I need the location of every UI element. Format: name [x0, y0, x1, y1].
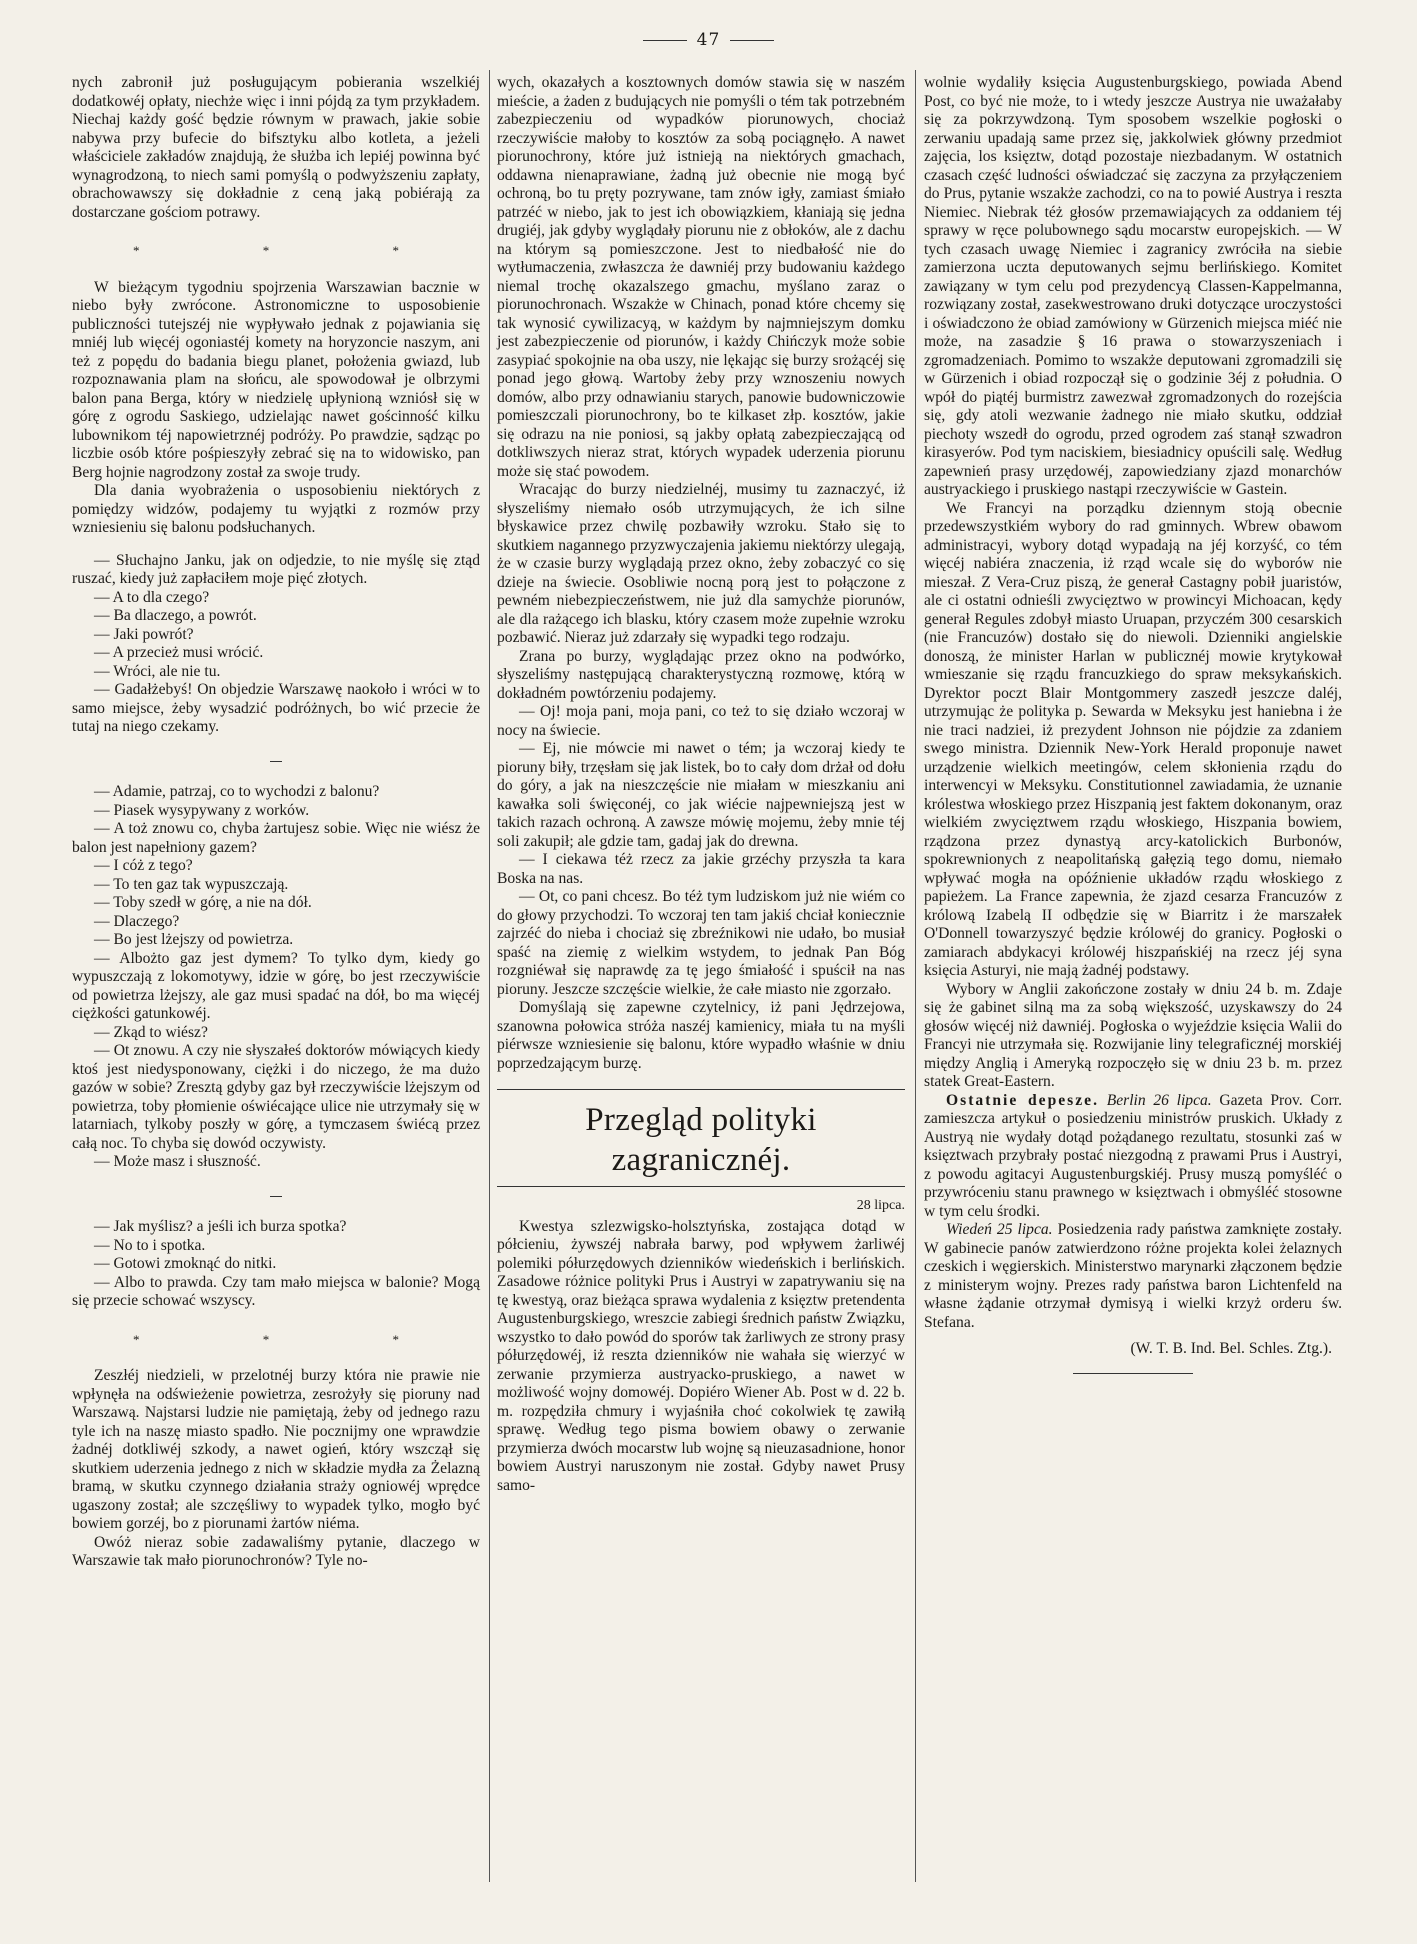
dialogue-line: — No to i spotka.: [94, 1236, 206, 1254]
dialogue-line: — Ot, co pani chcesz. Bo téż tym ludziskom już nie wiém co do głowy przychodzi. To wczoraj ten tam jakiś chciał koniecznie zajrzéć do nieba i chociaż się zbreźnikowi nie udało, bo musiał spaść na ziemię z wielkim wstydem, to jednak Pan Bóg rozgniéwał się naprawdę za tę jego śmiałość i spuścił na nas pioruny. Jeszcze szczęście wielkie, że całe miasto nie zgorzało.: [497, 888, 905, 998]
paragraph: W bieżącym tygodniu spojrzenia Warszawian bacznie w niebo były zwrócone. Astronomiczne to usposobienie publiczności tutejszéj nie wypływało jednak z pojawiania się mniéj lub więcéj ogoniastéj komety na horyzoncie naszym, ani też z popędu do badania biegu planet, położenia gwiazd, lub rozpoznawania plam na słońcu, ale spowodował je olbrzymi balon pana Berga, który w niedzielę upłynioną wzniósł się w górę z ogrodu Saskiego, udzielając nawet gościnność kilku lubownikom téj napowietrznéj podróży. Po prawdzie, sądząc po liczbie osób które pośpieszyły zebrać się na to widowisko, pan Berg hojnie nagrodzony został za swoje trudy.: [72, 278, 480, 481]
paragraph: wych, okazałych a kosztownych domów stawia się w naszém mieście, a żaden z budujących nie pomyśli o tém tak potrzebném zabezpieczeniu od wypadków piorunowych, chociaż rzeczywiście małoby to kosztów za sobą pociągnęło. A nawet piorunochrony, które już istnieją na niektórych gmachach, oddawna nienaprawiane, żadną już obecnie nie mogą być ochroną, bo tu pręty pozrywane, tam znów igły, zamiast śmiało patrzéć w niebo, jak to jest ich obowiązkiem, kłaniają się jedna drugiéj, jak gdyby wyglądały piorunu nie z obłoków, ale z dachu na którym są pomieszczone. Jest to niedbałość nie do wytłumaczenia, zwłaszcza że dawniéj przy budowaniu każdego niemal trochę okazalszego gmachu, myślano zaraz o piorunochronach. Wszakże w Chinach, ponad które chcemy się tak wynosić cywilizacyą, w każdym by najmniejszym domku jest zabezpieczenie od piorunów, i każdy Chińczyk może sobie zasypiać spokojnie na oba uszy, nie lękając się burzy srożącéj się ponad jego głową. Wartoby żeby przy wznoszeniu nowych domów, albo przy odnawianiu starych, panowie budowniczowie pomieszczali piorunochrony, bo te kilkaset złp. kosztów, jakie się odrazu na nie poniosi, są jakby opłatą zabezpieczającą od dotkliwszych nieraz strat, których wypadek uderzenia piorunu może się stać powodem.: [497, 74, 905, 480]
dispatch-place: Wiedeń 25 lipca.: [946, 1221, 1053, 1238]
section-stars: * * *: [133, 1331, 459, 1347]
paragraph: nych zabronił już posługującym pobierania wszelkiéj dodatkowéj opłaty, niechże więc i inni pójdą za tym przykładem. Niechaj każdy gość będzie równym w prawach, jakie sobie nabywa przy bufecie do bifsztyku albo kotleta, a jeżeli właściciele zakładów znajdują, że służba ich lepiéj powinna być wynagrodzoną, to niech sami pomyślą o podwyższeniu zapłaty, obrachowawszy się dokładnie z ceną jaką pobiérają za dostarczane gościom potrawy.: [72, 74, 480, 221]
dialogue-line: — Wróci, ale nie tu.: [94, 662, 221, 680]
paragraph: Wybory w Anglii zakończone zostały w dniu 24 b. m. Zdaje się że gabinet silną ma za sobą większość, uzyskawszy do 24 głosów więcéj niż dawniéj. Pogłoska o wyjeździe księcia Walii do Francyi nie utrzymała się. Rozwijanie liny telegraficznéj morskiéj między Anglią i Ameryką rozpoczęło się w dniu 23 b. m. przez statek Great-Eastern.: [924, 980, 1342, 1090]
dialogue-separator: [72, 753, 480, 772]
dialogue-line: — I ciekawa téż rzecz za jakie grzéchy przyszła ta kara Boska na nas.: [497, 851, 905, 887]
section-stars: * * *: [133, 243, 459, 258]
paragraph: We Francyi na porządku dziennym stoją obecnie przedewszystkiém wybory do rad gminnych. Wbrew obawom administracyi, wybory dotąd wypadają na jéj korzyść, co tém więcéj nabiéra znaczenia, iż rząd wcale się do wyborów nie mieszał. Z Vera-Cruz piszą, że generał Castagny pobił juaristów, ale ci ostatni odnieśli zwycięztwo w prowincyi Michoacan, kędy generał Regules zdobył miasto Uruapan, przyczém 300 cesarskich (nie Francuzów) dostało się do niewoli. Dzienniki angielskie donoszą, że minister Harlan w publicznéj mowie krytykował wmieszanie się rządu francuzkiego do spraw meksykańskich. Dyrektor poczt Blair Montgommery zaszedł jeszcze daléj, utrzymując że polityka p. Sewarda w Meksyku jest haniebna i że nie traci nadziei, iż prezydent Johnson nie pójdzie za zdaniem swego ministra. Dziennik New-York Herald proponuje nawet urządzenie wielkich meetingów, celem skłonienia rządu do interwencyi w Meksyku. Constitutionnel zawiadamia, że uznanie królestwa włoskiego przez Hiszpanią jest faktem dokonanym, oraz wielkiém zwycięztwem rządu włoskiego, Hiszpania bowiem, rządzona przez dynastyą arcy-katolickich Burbonów, spokrewnionych z neapolitańską gałęzią tego domu, niemało wpływać mogła na opóźnienie układów rządu włoskiego z papieżem. La France zapewnia, że zjazd cesarza Francuzów z królową Izabelą II odbędzie się w Biarritz i że marszałek O'Donnell towarzyszyć będzie królowéj do granicy. Pogłoski o zamiarach abdykacyi królowéj hiszpańskiéj na rzecz jéj syna księcia Asturyi, nie mają żadnéj podstawy.: [924, 499, 1342, 979]
paragraph: Kwestya szlezwigsko-holsztyńska, zostająca dotąd w półcieniu, żywszéj nabrała barwy, pod wpływem żarliwéj polemiki półurzędowych dzienników wiedeńskich i berlińskich. Zasadowe różnice polityki Prus i Austryi w zapatrywaniu się na tę kwestyą, oraz bieżąca sprawa wydalenia z księztw pretendenta Augustenburgskiego, wreszcie zabiegi średnich państw Związku, wszystko to dało powód do sporów tak żarliwych ze strony prasy półurzędowéj, iż reszta dzienników nie wahała się wierzyć w zerwanie przymierza austryacko-pruskiego, a nawet w możliwość wojny domowéj. Dopiéro Wiener Ab. Post w d. 22 b. m. rozpędziła chmury i wyjaśniła choć cokolwiek tę zawiłą sprawę. Według tego pisma bowiem obawy o zerwanie przymierza dwóch mocarstw lub wojnę są nieuzasadnione, honor bowiem Austryi naruszonym nie został. Gdyby nawet Prusy samo-: [497, 1217, 905, 1494]
dialogue-line: — Zkąd to wiész?: [94, 1023, 208, 1041]
page-number: [0, 30, 1417, 50]
paragraph-dispatch: [924, 1221, 1342, 1332]
column-rule: [915, 70, 916, 1882]
dialogue-line: — I cóż z tego?: [94, 857, 193, 874]
page-number-text: 47: [696, 30, 721, 50]
column-1: [72, 74, 480, 1571]
paragraph: wolnie wydaliły księcia Augustenburgskiego, powiada Abend Post, co być nie może, to i wtedy jeszcze Austrya nie uważałaby się za pokrzywdzoną. Tym sposobem wszelkie pogłoski o zerwaniu upadają same przez się, jakkolwiek główny przedmiot zajęcia, los księztw, dotąd pozostaje niezbadanym. W ostatnich czasach część ludności oświadczać się zaczyna za przyłączeniem do Prus, pytanie wszakże zachodzi, co na to powié Austrya i reszta Niemiec. Niebrak téż głosów przemawiających za oddaniem téj sprawy w ręce polubownego sądu mocarstw europejskich. — W tych czasach uwagę Niemiec i zagranicy zwróciła na siebie zamierzona uczta deputowanych sejmu berlińskiego. Komitet zawiązany w tym celu pod prezydencyą Classen-Kappelmanna, rozwiązany został, zasekwestrowano druki dotyczące uroczystości i oświadczono że obiad zamówiony w Gürzenich miejsca miéć nie może, na zasadzie § 16 prawa o stowarzyszeniach i zgromadzeniach. Pomimo to wszakże deputowani zgromadzili się w Gürzenich i obiad rozpoczął się o godzinie 3éj z południa. O wpół do piątéj burmistrz zawezwał zgromadzonych do rozejścia się, gdy atoli wezwanie żadnego nie miało skutku, oddział piechoty wszedł do ogrodu, przed ogrodem zaś stanął szwadron kirasyerów. Pod tym naciskiem, biesiadnicy opuścili salę. Według zapewnień prasy urzędowéj, zapowiedziany zjazd monarchów austryackiego i pruskiego nastąpi rzeczywiście w Gastein.: [924, 74, 1342, 498]
source-credit: (W. T. B. Ind. Bel. Schles. Ztg.).: [1130, 1340, 1332, 1357]
dialogue-line: — Ot znowu. A czy nie słyszałeś doktorów mówiących kiedy ktoś jest niedysponowany, ciężki i do niczego, że ma dużo gazów w sobie? Zresztą gdyby gaz był rzeczywiście lżejszym od powietrza, toby płomienie oświécające ulice nie utrzymały się w latarniach, tylkoby poszły w górę, a tymczasem świécą przez całą noc. To chyba się dowód oczywisty.: [72, 1042, 480, 1152]
dialogue-line: — Ej, nie mówcie mi nawet o tém; ja wczoraj kiedy te pioruny biły, trzęsłam się jak listek, bo to cały dom drżał od dołu do góry, a jak na nieszczęście nie miałam w mieszkaniu ani kawałka soli święconéj, co jak wiécie najpewniejszą jest w takich razach ochroną. A zawsze mówię mojemu, żeby mnie téj soli zakupił; ale gdzie tam, gadaj jak do drewna.: [497, 740, 905, 850]
paragraph: Dla dania wyobrażenia o usposobieniu niektórych z pomiędzy widzów, podajemy tu wyjątki z rozmów przy wzniesieniu się balonu podsłuchanych.: [72, 482, 480, 536]
paragraph-dispatches: [924, 1092, 1342, 1222]
dialogue-line: — Dlaczego?: [94, 912, 180, 930]
dispatch-text: Posiedzenia rady państwa zamknięte zostały. W gabinecie panów zatwierdzono różne projekta kolei żelaznych czeskich i węgierskich. Ministerstwo marynarki złączonem będzie z ministerym wojny. Prezes rady państwa baron Lichtenfeld na własne żądanie otrzymał dymisyą i wielki krzyż orderu św. Stefana.: [924, 1221, 1342, 1331]
dialogue-line: — Gotowi zmoknąć do nitki.: [94, 1255, 277, 1272]
column-2: [497, 74, 905, 1495]
divider: [497, 1089, 905, 1090]
dialogue-line: — A toż znowu co, chyba żartujesz sobie. Więc nie wiész że balon jest napełniony gazem?: [72, 820, 480, 856]
end-rule: [1073, 1373, 1193, 1374]
dialogue-line: — Może masz i słuszność.: [94, 1153, 261, 1170]
paragraph: Zrana po burzy, wyglądając przez okno na podwórko, słyszeliśmy następującą charakterystyczną rozmowę, którą w dokładném powtórzeniu podajemy.: [497, 647, 905, 702]
dialogue-line: — Ba dlaczego, a powrót.: [94, 607, 257, 624]
dispatch-place: Berlin 26 lipca.: [1106, 1091, 1212, 1109]
dialogue-line: — Albożto gaz jest dymem? To tylko dym, kiedy go wypuszczają z lokomotywy, idzie w górę, bo jest rzeczywiście od powietrza lżejszy, ale gaz musi spadać na dół, bo ma więcéj ciężkości gatunkowéj.: [72, 949, 480, 1022]
paragraph: Wracając do burzy niedzielnéj, musimy tu zaznaczyć, iż słyszeliśmy niemało osób utrzymujących, że ich silne błyskawice przez chwilę pozbawiły wzroku. Stało się to skutkiem nagannego przyzwyczajenia jakiemu niektórzy ulegają, że w czasie burzy wyglądają przez okno, żeby zobaczyć co się dzieje na świecie. Osobliwie nocną porą jest to połączone z pewném niebezpieczeństwem, nie już dla samychże piorunów, ale dla rażącego ich blasku, który czasem może zupełnie wzroku pozbawić. Nieraz już zdarzały się wypadki tego rodzaju.: [497, 481, 905, 646]
dialogue-line: — Jaki powrót?: [94, 625, 194, 643]
dialogue-line: — Toby szedł w górę, a nie na dół.: [94, 894, 312, 911]
dialogue-line: — Bo jest lżejszy od powietrza.: [94, 931, 294, 948]
dispatches-heading: Ostatnie depesze.: [946, 1091, 1099, 1109]
column-3: [924, 74, 1342, 1374]
dialogue-line: — Piasek wysypywany z worków.: [94, 801, 310, 819]
dialogue-line: — Jak myślisz? a jeśli ich burza spotka?: [94, 1218, 347, 1235]
dialogue-line: — A to dla czego?: [94, 588, 210, 606]
paragraph: Owóż nieraz sobie zadawaliśmy pytanie, dlaczego w Warszawie tak mało piorunochronów? Tyle no-: [72, 1533, 480, 1569]
section-title: Przegląd polityki zagranicznéj.: [585, 1102, 817, 1178]
dialogue-line: — Adamie, patrzaj, co to wychodzi z balonu?: [94, 783, 380, 800]
dialogue-line: — A przecież musi wrócić.: [94, 644, 264, 661]
dialogue-line: — Gadałżebyś! On objedzie Warszawę naokoło i wróci w to samo miejsce, żeby wysadzić podróżnych, bo wić przecie że tutaj na niego czekamy.: [72, 681, 480, 735]
dialogue-line: — Oj! moja pani, moja pani, co też to się działo wczoraj w nocy na świecie.: [497, 703, 905, 739]
dialogue-line: — To ten gaz tak wypuszczają.: [94, 875, 289, 893]
dialogue-separator: [72, 1188, 480, 1207]
divider: [497, 1186, 905, 1187]
paragraph: Zeszłéj niedzieli, w przelotnéj burzy która nie prawie nie wpłynęła na odświeżenie powietrza, zesrożyły się pioruny nad Warszawą. Najstarsi ludzie nie pamiętają, żeby od jednego razu tyle ich na naszę miasto spadło. Nie pocznijmy one wprawdzie żadnéj dotkliwéj szkody, a nawet ogień, który wszczął się skutkiem uderzenia jednego z nich w składzie mydła za Żelazną bramą, w skutku czynnego działania straży ogniowéj wprędce ugaszony został; ale szczęśliwy to wypadek tylko, mogło być bowiem gorzéj, bo z piorunami żartów niéma.: [72, 1367, 480, 1532]
paragraph: Domyślają się zapewne czytelnicy, iż pani Jędrzejowa, szanowna połowica stróża naszéj kamienicy, miała tu na myśli piérwsze wzniesienie się balonu, które wypadło właśnie w dniu poprzedzającym burzę.: [497, 999, 905, 1072]
dialogue-line: — Słuchajno Janku, jak on odjedzie, to nie myślę się ztąd ruszać, kiedy już zapłaciłem moje pięć złotych.: [72, 551, 480, 587]
column-rule: [489, 70, 490, 1882]
dispatch-text: Gazeta Prov. Corr. zamieszcza artykuł o posiedzeniu ministrów pruskich. Układy z Austryą nie wydały dotąd pożądanego rezultatu, stosunki zaś w księztwach przybrały postać niezgodną z prawami Prus i Austryi, z powodu agitacyi Augustenburgskiéj. Prusy muszą pomyśléć o przywróceniu stanu prawnego w księztwach i obmyśléć stosowne w tym celu środki.: [924, 1091, 1342, 1220]
dialogue-line: — Albo to prawda. Czy tam mało miejsca w balonie? Mogą się przecie schować wszyscy.: [72, 1273, 480, 1309]
dateline: 28 lipca.: [856, 1198, 905, 1213]
